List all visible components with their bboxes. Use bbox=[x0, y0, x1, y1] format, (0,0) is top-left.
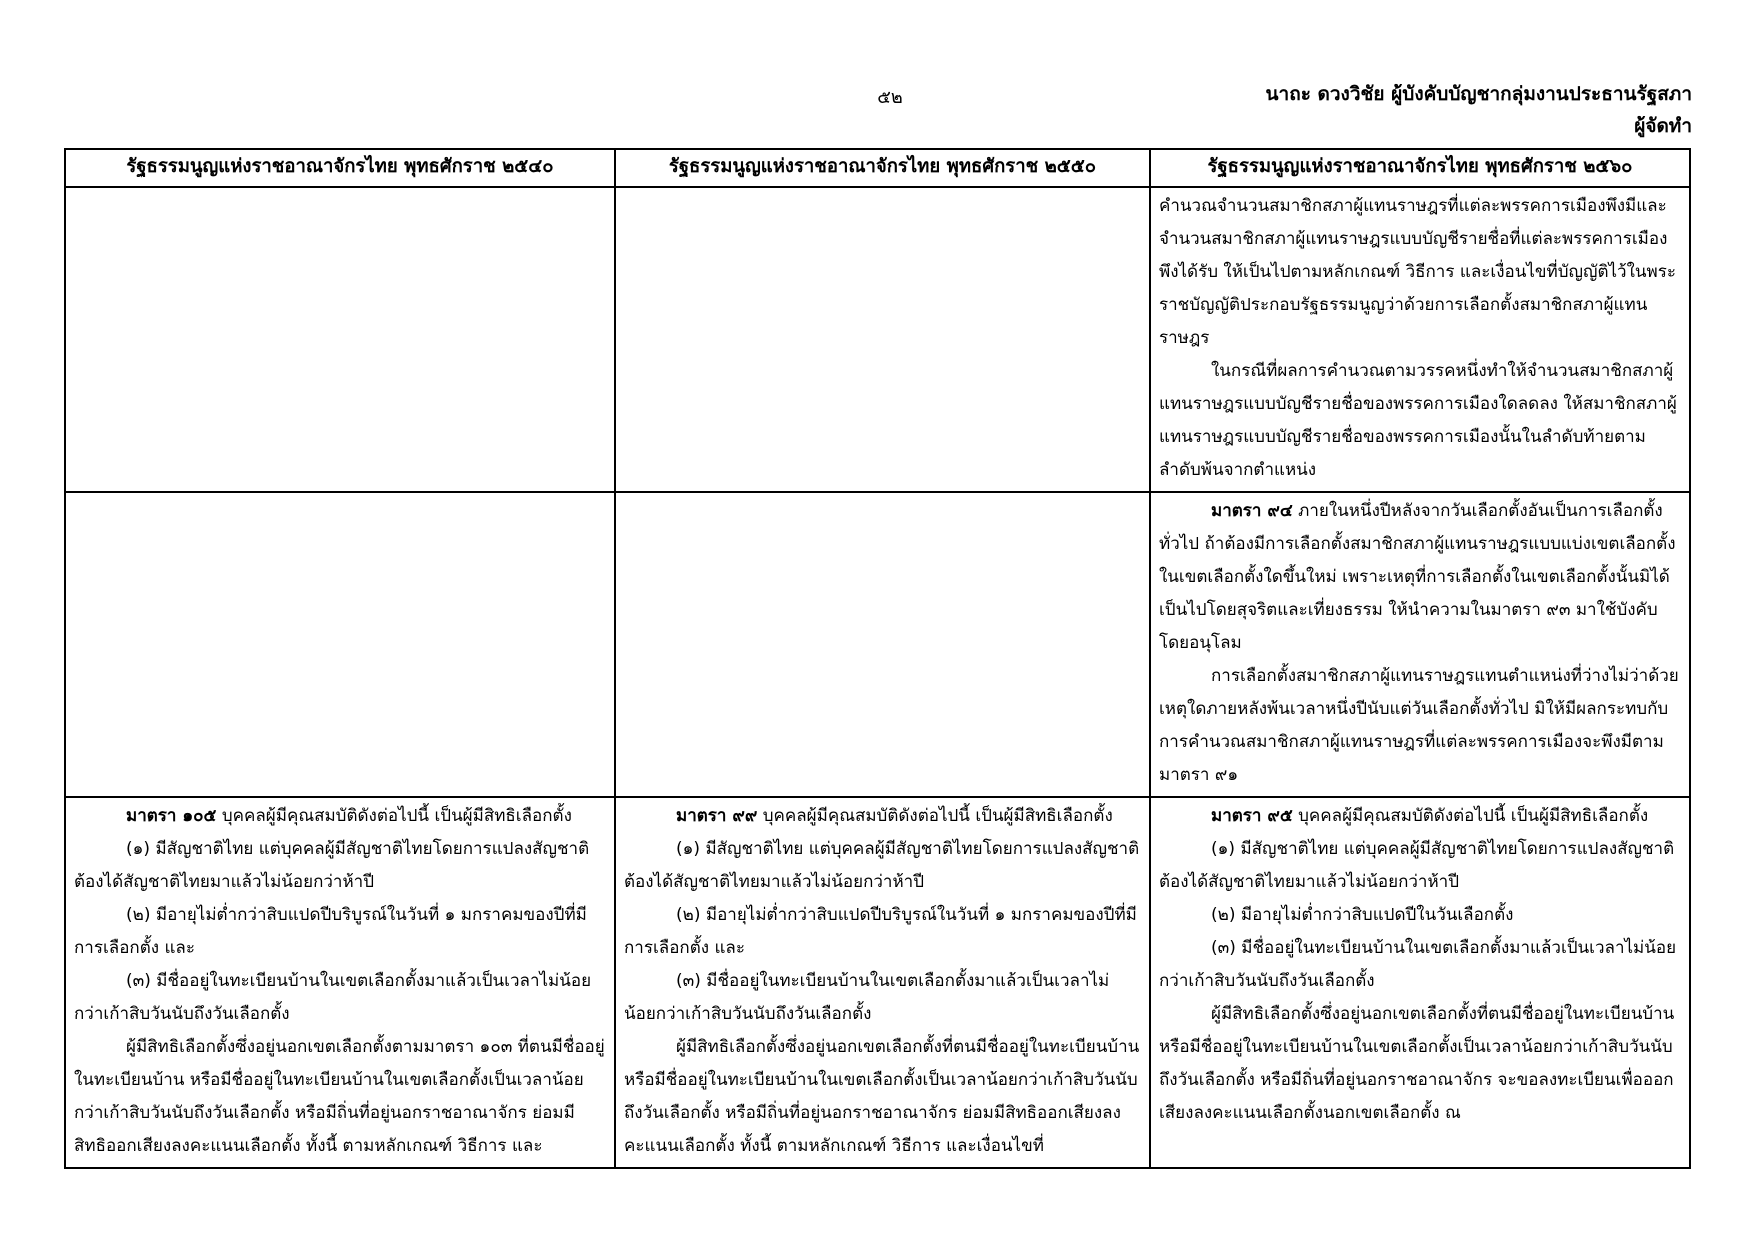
cell-2560-text bbox=[1150, 492, 1690, 797]
section-text: บุคคลผู้มีคุณสมบัติดังต่อไปนี้ เป็นผู้มีสิทธิเลือกตั้ง bbox=[1298, 806, 1649, 826]
clause-item: (๓) มีชื่ออยู่ในทะเบียนบ้านในเขตเลือกตั้งมาแล้วเป็นเวลาไม่น้อยกว่าเก้าสิบวันนับถึงวันเลือกตั้ง bbox=[624, 971, 1110, 1024]
table-row bbox=[65, 797, 1690, 1168]
paragraph: ผู้มีสิทธิเลือกตั้งซึ่งอยู่นอกเขตเลือกตั้งที่ตนมีชื่ออยู่ในทะเบียนบ้าน หรือมีชื่ออยู่ในทะเบียนบ้านในเขตเลือกตั้งเป็นเวลาน้อยกว่าเก้าสิบวันนับถึงวันเลือกตั้ง หรือมีถิ่นที่อยู่นอกราชอาณาจักร จะขอลงทะเบียนเพื่อออกเสียงลงคะแนนเลือกตั้งนอกเขตเลือกตั้ง ณ bbox=[1159, 1004, 1675, 1123]
paragraph: ในกรณีที่ผลการคำนวณตามวรรคหนึ่งทำให้จำนวนสมาชิกสภาผู้แทนราษฎรแบบบัญชีรายชื่อของพรรคการเมืองใดลดลง ให้สมาชิกสภาผู้แทนราษฎรแบบบัญชีรายชื่อของพรรคการเมืองนั้นในลำดับท้ายตามลำดับพ้นจากตำแหน่ง bbox=[1159, 361, 1677, 480]
comparison-table bbox=[64, 148, 1691, 1169]
clause-item: (๒) มีอายุไม่ต่ำกว่าสิบแปดปีในวันเลือกตั้ง bbox=[1211, 905, 1514, 925]
column-header-2550: รัฐธรรมนูญแห่งราชอาณาจักรไทย พุทธศักราช ๒๕๕๐ bbox=[615, 149, 1150, 187]
paragraph: คำนวณจำนวนสมาชิกสภาผู้แทนราษฎรที่แต่ละพรรคการเมืองพึงมีและจำนวนสมาชิกสภาผู้แทนราษฎรแบบบัญชีรายชื่อที่แต่ละพรรคการเมืองพึงได้รับ ให้เป็นไปตามหลักเกณฑ์ วิธีการ และเงื่อนไขที่บัญญัติไว้ในพระราชบัญญัติประกอบรัฐธรรมนูญว่าด้วยการเลือกตั้งสมาชิกสภาผู้แทนราษฎร bbox=[1159, 196, 1676, 348]
section-text: บุคคลผู้มีคุณสมบัติดังต่อไปนี้ เป็นผู้มีสิทธิเลือกตั้ง bbox=[221, 806, 572, 826]
table-row bbox=[65, 187, 1690, 492]
cell-2560-text bbox=[1150, 187, 1690, 492]
section-number: มาตรา ๑๐๕ bbox=[126, 806, 217, 826]
clause-item: (๑) มีสัญชาติไทย แต่บุคคลผู้มีสัญชาติไทยโดยการแปลงสัญชาติ ต้องได้สัญชาติไทยมาแล้วไม่น้อยกว่าห้าปี bbox=[1159, 839, 1675, 892]
section-text: ภายในหนึ่งปีหลังจากวันเลือกตั้งอันเป็นการเลือกตั้งทั่วไป ถ้าต้องมีการเลือกตั้งสมาชิกสภาผู้แทนราษฎรแบบแบ่งเขตเลือกตั้งในเขตเลือกตั้งใดขึ้นใหม่ เพราะเหตุที่การเลือกตั้งในเขตเลือกตั้งนั้นมิได้เป็นไปโดยสุจริตและเที่ยงธรรม ให้นำความในมาตรา ๙๓ มาใช้บังคับโดยอนุโลม bbox=[1159, 501, 1676, 653]
clause-item: (๑) มีสัญชาติไทย แต่บุคคลผู้มีสัญชาติไทยโดยการแปลงสัญชาติต้องได้สัญชาติไทยมาแล้วไม่น้อยกว่าห้าปี bbox=[74, 839, 590, 892]
clause-item: (๒) มีอายุไม่ต่ำกว่าสิบแปดปีบริบูรณ์ในวันที่ ๑ มกราคมของปีที่มีการเลือกตั้ง และ bbox=[74, 905, 587, 958]
paragraph bbox=[74, 800, 606, 833]
paragraph: การเลือกตั้งสมาชิกสภาผู้แทนราษฎรแทนตำแหน่งที่ว่างไม่ว่าด้วยเหตุใดภายหลังพ้นเวลาหนึ่งปีนับแต่วันเลือกตั้งทั่วไป มิให้มีผลกระทบกับการคำนวณสมาชิกสภาผู้แทนราษฎรที่แต่ละพรรคการเมืองจะพึงมีตามมาตรา ๙๑ bbox=[1159, 666, 1679, 785]
cell-2560-text bbox=[1150, 797, 1690, 1168]
document-header bbox=[1266, 78, 1692, 142]
clause-item: (๓) มีชื่ออยู่ในทะเบียนบ้านในเขตเลือกตั้งมาแล้วเป็นเวลาไม่น้อยกว่าเก้าสิบวันนับถึงวันเลือกตั้ง bbox=[1159, 938, 1677, 991]
cell-2540-text bbox=[65, 797, 615, 1168]
column-header-2540: รัฐธรรมนูญแห่งราชอาณาจักรไทย พุทธศักราช ๒๕๔๐ bbox=[65, 149, 615, 187]
cell-2550-empty bbox=[615, 187, 1150, 492]
clause-item: (๒) มีอายุไม่ต่ำกว่าสิบแปดปีบริบูรณ์ในวันที่ ๑ มกราคมของปีที่มีการเลือกตั้ง และ bbox=[624, 905, 1137, 958]
cell-2540-empty bbox=[65, 187, 615, 492]
paragraph bbox=[1159, 800, 1681, 833]
cell-2550-text bbox=[615, 797, 1150, 1168]
role-line: ผู้จัดทำ bbox=[1634, 115, 1692, 137]
clause-item: (๓) มีชื่ออยู่ในทะเบียนบ้านในเขตเลือกตั้งมาแล้วเป็นเวลาไม่น้อยกว่าเก้าสิบวันนับถึงวันเลือกตั้ง bbox=[74, 971, 592, 1024]
section-number: มาตรา ๙๕ bbox=[1211, 806, 1293, 826]
author-line: นาถะ ดวงวิชัย ผู้บังคับบัญชากลุ่มงานประธานรัฐสภา bbox=[1265, 83, 1692, 105]
column-header-2560: รัฐธรรมนูญแห่งราชอาณาจักรไทย พุทธศักราช ๒๕๖๐ bbox=[1150, 149, 1690, 187]
page-number: ๕๒ bbox=[877, 87, 903, 108]
section-number: มาตรา ๙๙ bbox=[676, 806, 758, 826]
paragraph bbox=[624, 800, 1141, 833]
cell-2550-empty bbox=[615, 492, 1150, 797]
paragraph: ผู้มีสิทธิเลือกตั้งซึ่งอยู่นอกเขตเลือกตั้งตามมาตรา ๑๐๓ ที่ตนมีชื่ออยู่ในทะเบียนบ้าน หรือมีชื่ออยู่ในทะเบียนบ้านในเขตเลือกตั้งเป็นเวลาน้อยกว่าเก้าสิบวันนับถึงวันเลือกตั้ง หรือมีถิ่นที่อยู่นอกราชอาณาจักร ย่อมมีสิทธิออกเสียงลงคะแนนเลือกตั้ง ทั้งนี้ ตามหลักเกณฑ์ วิธีการ และ bbox=[74, 1037, 605, 1156]
section-text: บุคคลผู้มีคุณสมบัติดังต่อไปนี้ เป็นผู้มีสิทธิเลือกตั้ง bbox=[762, 806, 1113, 826]
paragraph bbox=[1159, 495, 1681, 660]
cell-2540-empty bbox=[65, 492, 615, 797]
table-row bbox=[65, 492, 1690, 797]
paragraph: ผู้มีสิทธิเลือกตั้งซึ่งอยู่นอกเขตเลือกตั้งที่ตนมีชื่ออยู่ในทะเบียนบ้าน หรือมีชื่ออยู่ในทะเบียนบ้านในเขตเลือกตั้งเป็นเวลาน้อยกว่าเก้าสิบวันนับถึงวันเลือกตั้ง หรือมีถิ่นที่อยู่นอกราชอาณาจักร ย่อมมีสิทธิออกเสียงลงคะแนนเลือกตั้ง ทั้งนี้ ตามหลักเกณฑ์ วิธีการ และเงื่อนไขที่ bbox=[624, 1037, 1140, 1156]
clause-item: (๑) มีสัญชาติไทย แต่บุคคลผู้มีสัญชาติไทยโดยการแปลงสัญชาติต้องได้สัญชาติไทยมาแล้วไม่น้อยกว่าห้าปี bbox=[624, 839, 1140, 892]
table-header-row bbox=[65, 149, 1690, 187]
section-number: มาตรา ๙๔ bbox=[1211, 501, 1293, 521]
